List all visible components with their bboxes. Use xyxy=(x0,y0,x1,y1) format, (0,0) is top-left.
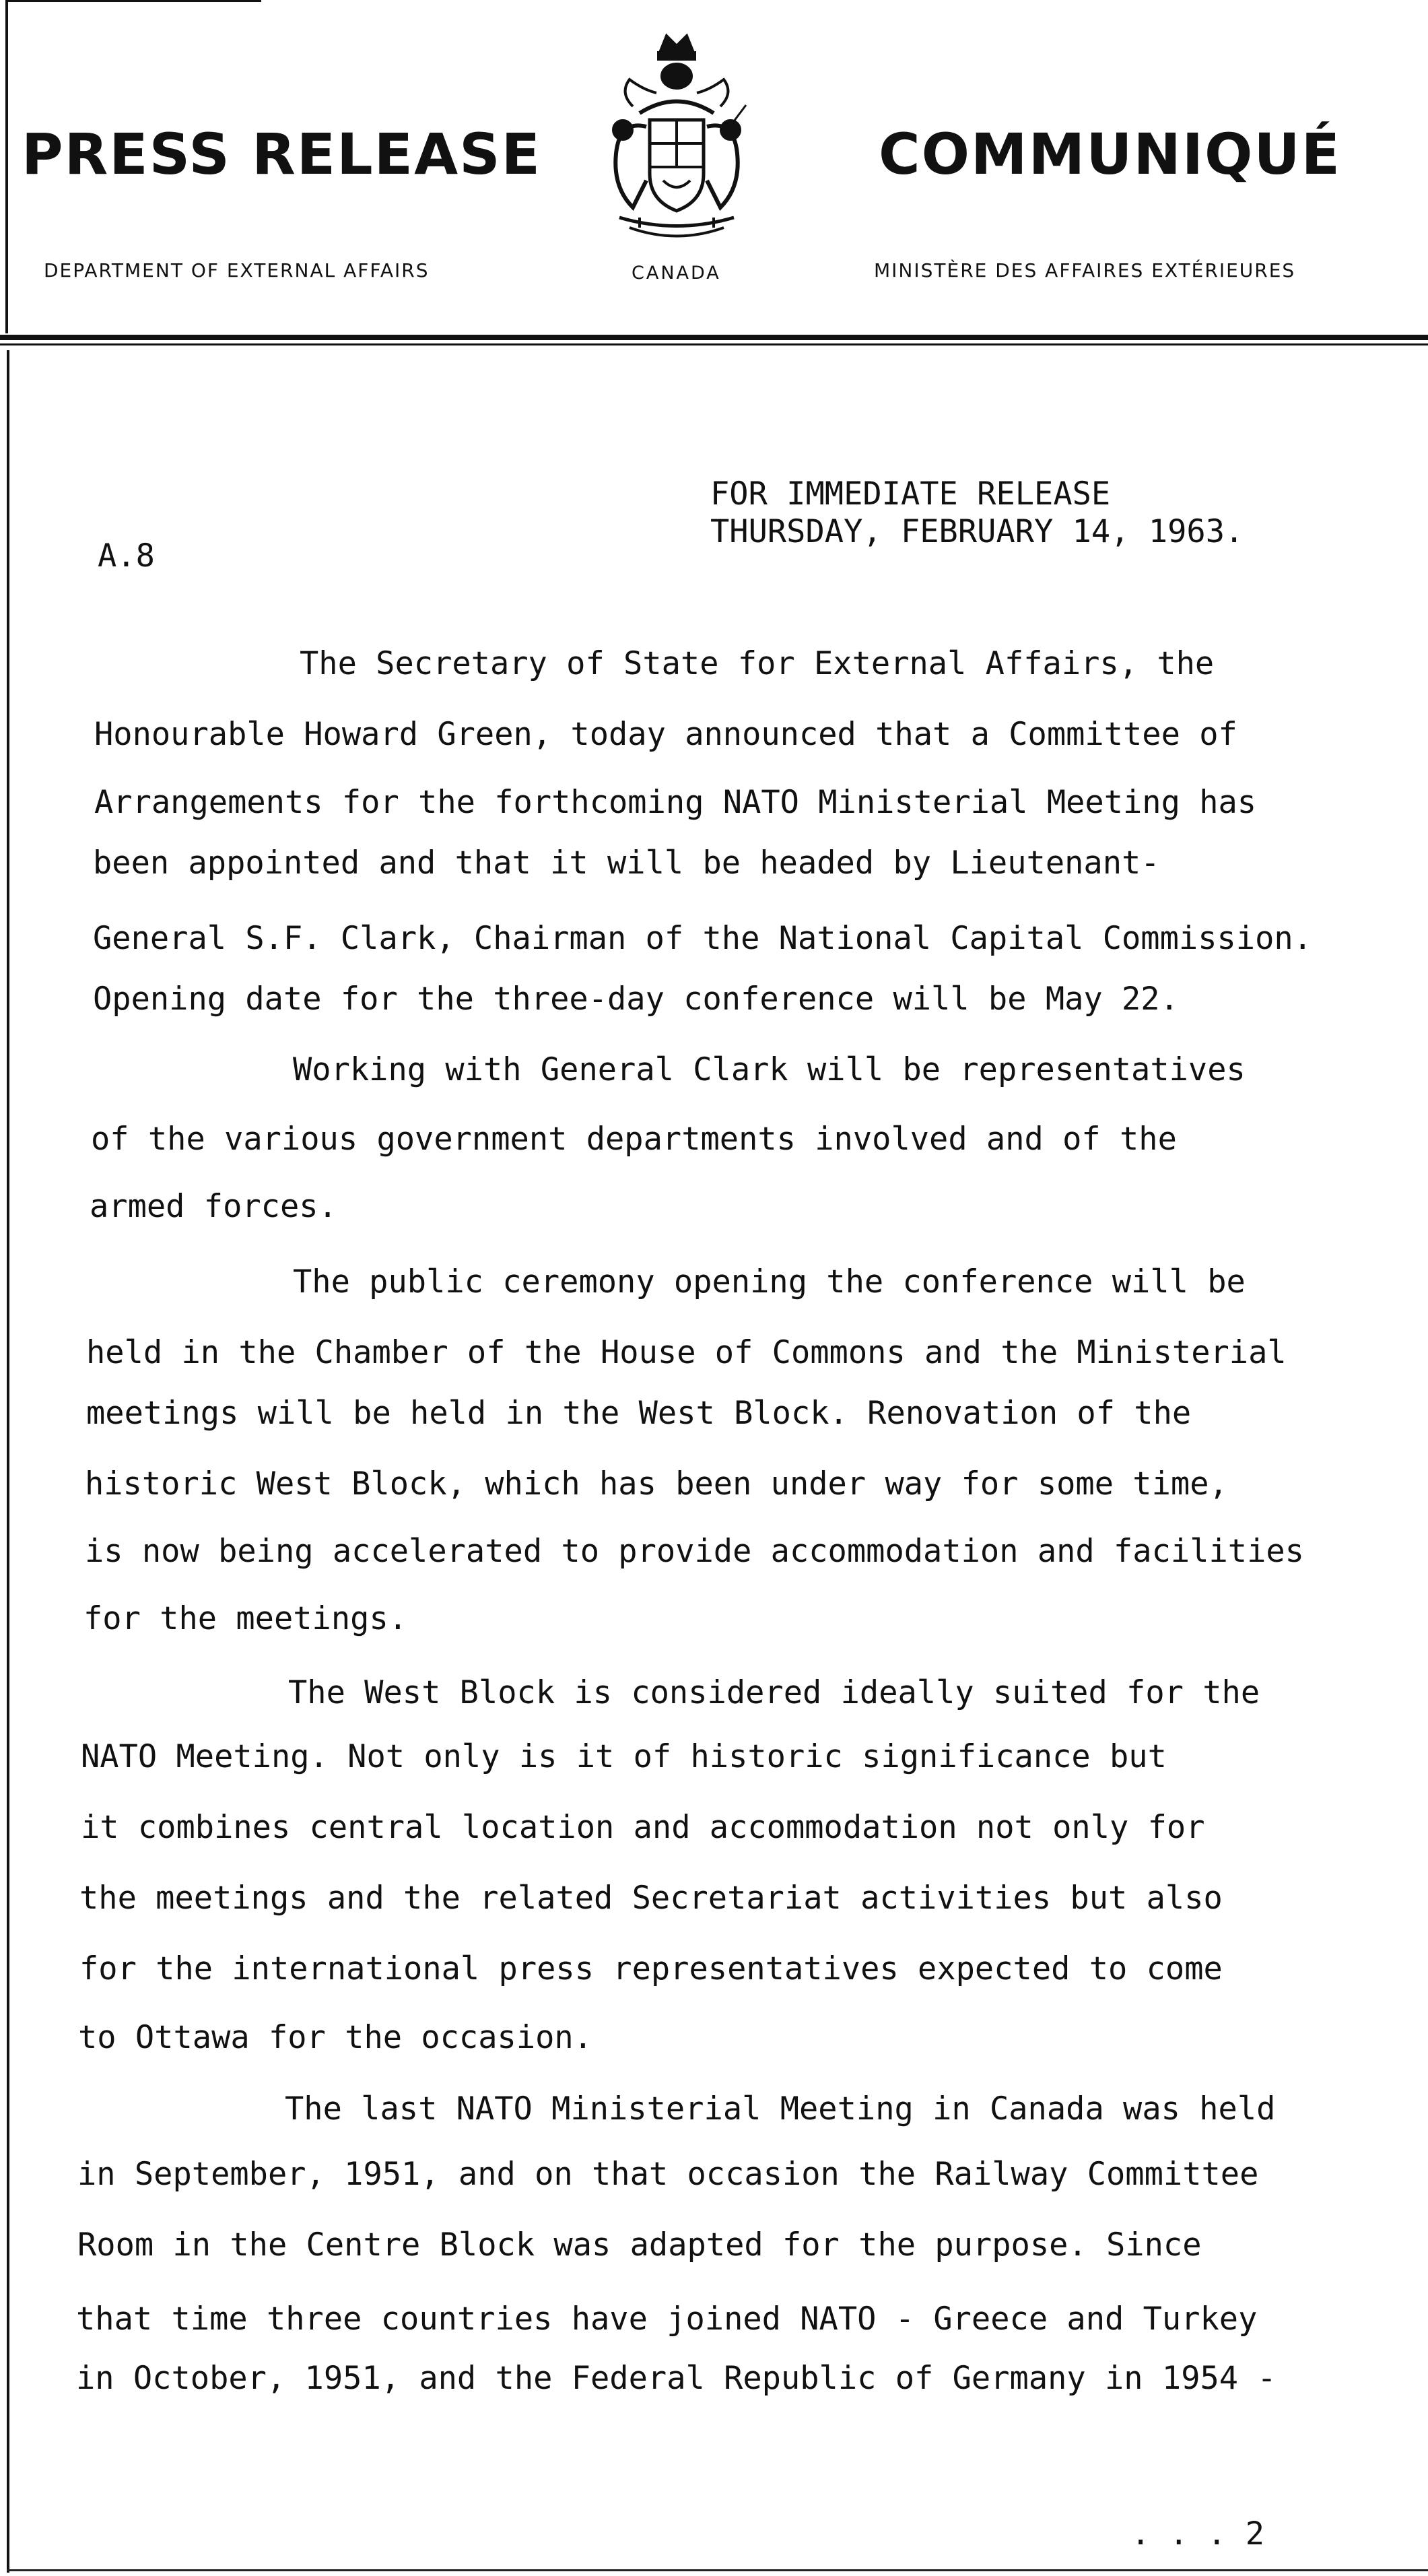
body-line: for the international press representatives expected to come xyxy=(79,1950,1223,1987)
body-line: of the various government departments involved and of the xyxy=(91,1121,1177,1158)
communique-title: COMMUNIQUÉ xyxy=(879,121,1341,187)
body-line: The last NATO Ministerial Meeting in Canada was held xyxy=(285,2090,1276,2127)
body-line: the meetings and the related Secretariat activities but also xyxy=(79,1880,1223,1917)
body-line: in October, 1951, and the Federal Republic of Germany in 1954 - xyxy=(76,2360,1277,2397)
press-release-title: PRESS RELEASE xyxy=(22,121,541,187)
body-left-rule xyxy=(7,350,9,2573)
body-line: to Ottawa for the occasion. xyxy=(78,2019,593,2056)
department-name-french: MINISTÈRE DES AFFAIRES EXTÉRIEURES xyxy=(874,259,1296,282)
header-divider-thick xyxy=(0,335,1428,340)
release-date: THURSDAY, FEBRUARY 14, 1963. xyxy=(710,513,1244,550)
release-status: FOR IMMEDIATE RELEASE xyxy=(710,475,1111,513)
country-label: CANADA xyxy=(632,263,721,284)
body-line: armed forces. xyxy=(90,1188,337,1225)
reference-number: A.8 xyxy=(98,537,155,574)
body-line: Working with General Clark will be representatives xyxy=(293,1051,1246,1088)
body-line: Honourable Howard Green, today announced that a Committee of xyxy=(94,716,1237,753)
body-line: is now being accelerated to provide accommodation and facilities xyxy=(85,1533,1304,1570)
body-line: Opening date for the three-day conference will be May 22. xyxy=(93,981,1179,1018)
body-line: held in the Chamber of the House of Commons and the Ministerial xyxy=(86,1334,1287,1371)
body-line: for the meetings. xyxy=(83,1600,408,1637)
body-line: The West Block is considered ideally suited for the xyxy=(288,1674,1260,1711)
header-top-rule xyxy=(5,0,261,2)
body-line: Arrangements for the forthcoming NATO Ministerial Meeting has xyxy=(94,784,1257,821)
body-line: historic West Block, which has been under way for some time, xyxy=(85,1465,1228,1502)
body-line: Room in the Centre Block was adapted for the purpose. Since xyxy=(77,2226,1202,2264)
body-line: The public ceremony opening the conference will be xyxy=(293,1263,1246,1300)
canadian-coat-of-arms-icon xyxy=(592,26,761,255)
body-line: NATO Meeting. Not only is it of historic significance but xyxy=(81,1738,1167,1775)
body-line: meetings will be held in the West Block. Renovation of the xyxy=(86,1395,1192,1432)
body-line: in September, 1951, and on that occasion the Railway Committee xyxy=(77,2156,1259,2193)
header-left-rule xyxy=(5,0,8,333)
page-continuation-marker: . . . 2 xyxy=(1131,2515,1265,2552)
body-line: General S.F. Clark, Chairman of the National Capital Commission. xyxy=(93,920,1312,957)
body-line: it combines central location and accommodation not only for xyxy=(81,1809,1205,1846)
header-divider-thin xyxy=(0,343,1428,345)
body-line: The Secretary of State for External Affairs, the xyxy=(300,645,1215,682)
department-name-english: DEPARTMENT OF EXTERNAL AFFAIRS xyxy=(44,259,430,282)
bottom-rule xyxy=(7,2569,1428,2571)
body-line: been appointed and that it will be headed by Lieutenant- xyxy=(93,845,1160,882)
body-line: that time three countries have joined NATO - Greece and Turkey xyxy=(76,2301,1258,2338)
